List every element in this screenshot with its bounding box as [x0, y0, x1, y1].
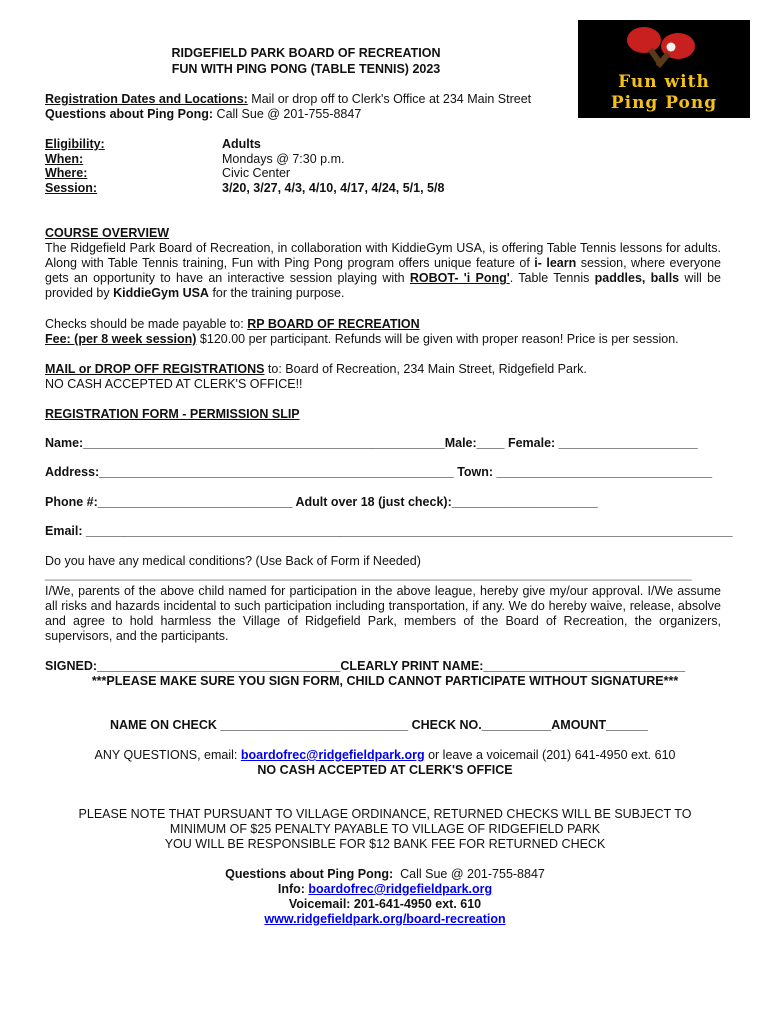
when-value: Mondays @ 7:30 p.m. — [222, 152, 345, 166]
course-overview-text: The Ridgefield Park Board of Recreation, in collaboration with KiddieGym USA, is offering Table Tennis lessons for adults. Along with Table Tennis training, Fun with Ping Pong program offers unique feature of i- learn session, where everyone gets an opportunity to have an interactive session playing with ROBOT- 'i Pong'. Table Tennis paddles, balls will be provided by KiddieGym USA for the training purpose. — [45, 241, 721, 300]
logo-line-1: Fun with — [618, 72, 710, 92]
registration-dates-value: Mail or drop off to Clerk's Office at 234 Main Street — [251, 92, 532, 106]
registration-questions-label: Questions about Ping Pong: — [45, 107, 214, 121]
registration-questions-value: Call Sue @ 201-755-8847 — [216, 107, 362, 121]
no-cash-notice: NO CASH ACCEPTED AT CLERK'S OFFICE!! — [45, 377, 303, 391]
payee: RP BOARD OF RECREATION — [247, 317, 420, 331]
session-label: Session: — [45, 181, 98, 195]
no-cash-clerk: NO CASH ACCEPTED AT CLERK'S OFFICE — [257, 763, 513, 777]
fun-with-ping-pong-logo — [578, 20, 750, 118]
mail-label: MAIL or DROP OFF REGISTRATIONS — [45, 362, 265, 376]
signature-warning: ***PLEASE MAKE SURE YOU SIGN FORM, CHILD CANNOT PARTICIPATE WITHOUT SIGNATURE*** — [91, 674, 679, 688]
mail-text: to: Board of Recreation, 234 Main Street, Ridgefield Park. — [264, 362, 587, 376]
registration-dates — [45, 92, 531, 106]
returned-check-notice-3: YOU WILL BE RESPONSIBLE FOR $12 BANK FEE FOR RETURNED CHECK — [164, 837, 606, 851]
registration-questions — [45, 107, 361, 121]
fee-text: $120.00 per participant. Refunds will be given with proper reason! Price is per session. — [196, 332, 679, 346]
when-label: When: — [45, 152, 84, 166]
check-info-field[interactable]: NAME ON CHECK ___________________________ CHECK NO.__________AMOUNT______ — [110, 718, 648, 732]
returned-check-notice-1: PLEASE NOTE THAT PURSUANT TO VILLAGE ORDINANCE, RETURNED CHECKS WILL BE SUBJECT TO — [78, 807, 692, 821]
email-field[interactable]: Email: _____________________________________________________________________________________________ — [45, 524, 733, 538]
waiver-text: I/We, parents of the above child named for participation in the above league, hereby give my/our approval. I/We assume all risks and hazards incidental to such participation including transportation, if any. We do hereby waive, release, absolve and agree to hold harmless the Village of Ridgefield Park, members of the Board of Recreation, the organizers, supervisors, and the participants. — [45, 584, 721, 643]
footer-website — [0, 912, 770, 926]
website-link[interactable]: www.ridgefieldpark.org/board-recreation — [264, 912, 506, 926]
where-label: Where: — [45, 166, 88, 180]
checks-payable: Checks should be made payable to: RP BOARD OF RECREATION — [45, 317, 420, 331]
medical-answer-field[interactable]: _____________________________________________________________________________________________ — [45, 567, 692, 581]
eligibility-label: Eligibility: — [45, 137, 105, 151]
signature-field[interactable]: SIGNED:___________________________________CLEARLY PRINT NAME:_____________________________ — [45, 659, 686, 673]
where-value: Civic Center — [222, 166, 291, 180]
footer-voicemail: Voicemail: 201-641-4950 ext. 610 — [288, 897, 482, 911]
footer-info: Info: boardofrec@ridgefieldpark.org — [277, 882, 493, 896]
fee-label: Fee: (per 8 week session) — [45, 332, 197, 346]
registration-dates-label: Registration Dates and Locations: — [45, 92, 248, 106]
eligibility-value: Adults — [222, 137, 261, 151]
any-questions-line: ANY QUESTIONS, email: boardofrec@ridgefieldpark.org or leave a voicemail (201) 641-4950 ext. 610 — [94, 748, 676, 762]
address-town-field[interactable]: Address:___________________________________________________ Town: _______________________________ — [45, 465, 713, 479]
medical-question: Do you have any medical conditions? (Use Back of Form if Needed) — [45, 554, 421, 568]
returned-check-notice-2: MINIMUM OF $25 PENALTY PAYABLE TO VILLAGE OF RIDGEFIELD PARK — [169, 822, 601, 836]
footer-questions: Questions about Ping Pong: Call Sue @ 201-755-8847 — [225, 867, 545, 881]
name-gender-field[interactable]: Name:____________________________________________________Male:____ Female: ____________________ — [45, 436, 698, 450]
fee-line — [45, 332, 679, 346]
footer-email-link[interactable]: boardofrec@ridgefieldpark.org — [308, 882, 493, 896]
logo-line-2: Ping Pong — [610, 93, 718, 113]
phone-adult-field[interactable]: Phone #:____________________________ Adult over 18 (just check):_____________________ — [45, 495, 598, 509]
session-value: 3/20, 3/27, 4/3, 4/10, 4/17, 4/24, 5/1, 5/8 — [222, 181, 445, 195]
course-overview-heading: COURSE OVERVIEW — [45, 226, 170, 240]
page-title: RIDGEFIELD PARK BOARD OF RECREATION — [171, 46, 441, 60]
contact-email-link[interactable]: boardofrec@ridgefieldpark.org — [240, 748, 425, 762]
registration-form-heading: REGISTRATION FORM - PERMISSION SLIP — [45, 407, 300, 421]
page-subtitle: FUN WITH PING PONG (TABLE TENNIS) 2023 — [171, 62, 441, 76]
mail-registrations — [45, 362, 587, 376]
